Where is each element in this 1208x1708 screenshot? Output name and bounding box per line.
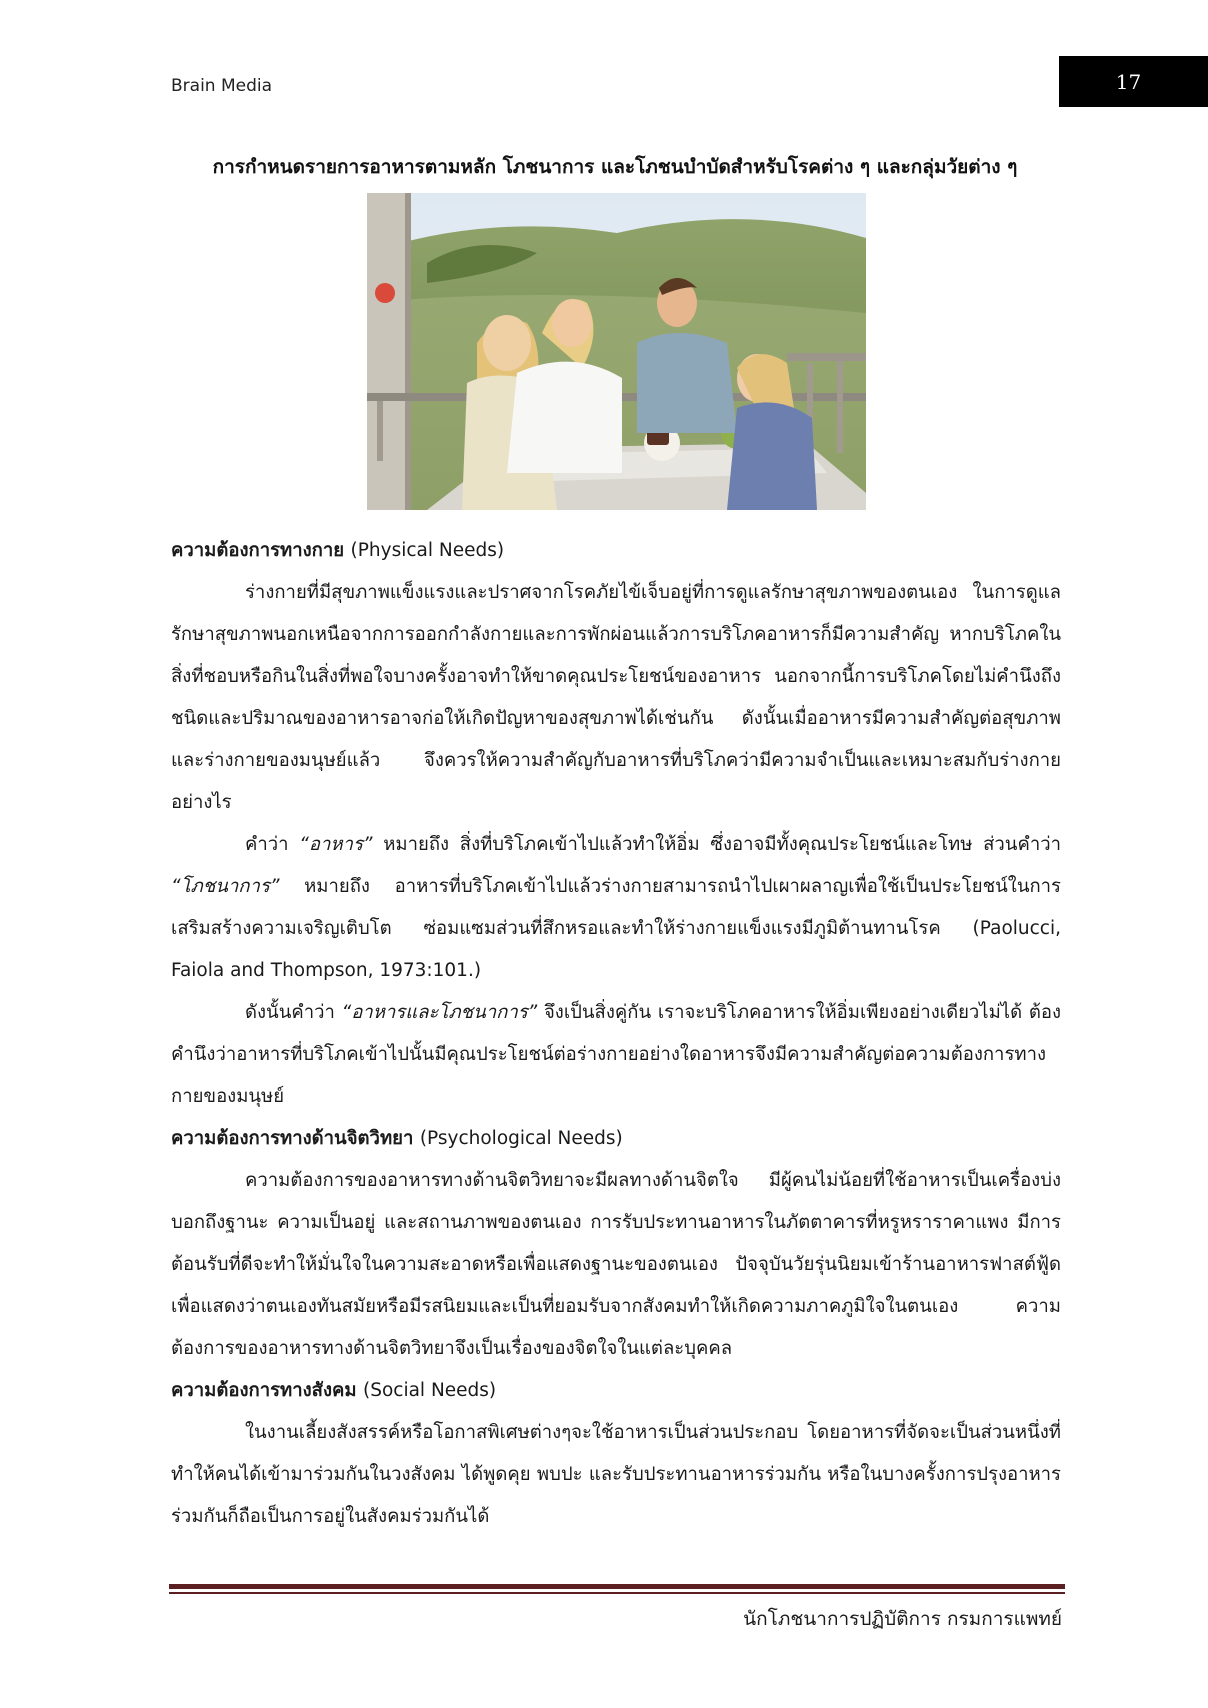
page-title: การกำหนดรายการอาหารตามหลัก โภชนาการ และโภชนบำบัดสำหรับโรคต่าง ๆ และกลุ่มวัยต่าง ๆ xyxy=(212,156,1018,178)
header-label: Brain Media xyxy=(171,76,273,96)
paragraph: ร่างกายที่มีสุขภาพแข็งแรงและปราศจากโรคภัยไข้เจ็บอยู่ที่การดูแลรักษาสุขภาพของตนเอง ในการดูแลรักษาสุขภาพนอกเหนือจากการออกกำลังกายและการพักผ่อนแล้วการบริโภคอาหารก็มีความสำคัญ หากบริโภคในสิ่งที่ชอบหรือกินในสิ่งที่พอใจบางครั้งอาจทำให้ขาดคุณประโยชน์ของอาหาร นอกจากนี้การบริโภคโดยไม่คำนึงถึงชนิดและปริมาณของอาหารอาจก่อให้เกิดปัญหาของสุขภาพได้เช่นกัน ดังนั้นเมื่ออาหารมีความสำคัญต่อสุขภาพและร่างกายของมนุษย์แล้ว จึงควรให้ความสำคัญกับอาหารที่บริโภคว่ามีความจำเป็นและเหมาะสมกับร่างกายอย่างไร xyxy=(171,582,1061,813)
paragraph: ในงานเลี้ยงสังสรรค์หรือโอกาสพิเศษต่างๆจะใช้อาหารเป็นส่วนประกอบ โดยอาหารที่จัดจะเป็นส่วนหนึ่งที่ทำให้คนได้เข้ามาร่วมกันในวงสังคม ได้พูดคุย พบปะ และรับประทานอาหารร่วมกัน หรือในบางครั้งการปรุงอาหารร่วมกันก็ถือเป็นการอยู่ในสังคมร่วมกันได้ xyxy=(171,1422,1061,1527)
paragraph: ความต้องการของอาหารทางด้านจิตวิทยาจะมีผลทางด้านจิตใจ มีผู้คนไม่น้อยที่ใช้อาหารเป็นเครื่องบ่งบอกถึงฐานะ ความเป็นอยู่ และสถานภาพของตนเอง การรับประทานอาหารในภัตตาคารที่หรูหราราคาแพง มีการต้อนรับที่ดีจะทำให้มั่นใจในความสะอาดหรือเพื่อแสดงฐานะของตนเอง ปัจจุบันวัยรุ่นนิยมเข้าร้านอาหารฟาสต์ฟู้ดเพื่อแสดงว่าตนเองทันสมัยหรือมีรสนิยมและเป็นที่ยอมรับจากสังคมทำให้เกิดความภาคภูมิใจในตนเอง ความต้องการของอาหารทางด้านจิตวิทยาจึงเป็นเรื่องของจิตใจในแต่ละบุคคล xyxy=(171,1170,1061,1359)
footer-divider xyxy=(169,1584,1065,1589)
body-text xyxy=(171,530,1061,1538)
family-meal-photo xyxy=(367,193,866,510)
footer-divider-thin xyxy=(169,1592,1065,1594)
section-heading-psychological: ความต้องการทางด้านจิตวิทยา (Psychological Needs) xyxy=(171,1128,623,1149)
paragraph: คำว่า “อาหาร” หมายถึง สิ่งที่บริโภคเข้าไปแล้วทำให้อิ่ม ซึ่งอาจมีทั้งคุณประโยชน์และโทษ ส่วนคำว่า “โภชนาการ” หมายถึง อาหารที่บริโภคเข้าไปแล้วร่างกายสามารถนำไปเผาผลาญเพื่อใช้เป็นประโยชน์ในการเสริมสร้างความเจริญเติบโต ซ่อมแซมส่วนที่สึกหรอและทำให้ร่างกายแข็งแรงมีภูมิต้านทานโรค (Paolucci, Faiola and Thompson, 1973:101.) xyxy=(171,834,1061,981)
page-number: 17 xyxy=(1059,56,1208,107)
section-heading-physical: ความต้องการทางกาย (Physical Needs) xyxy=(171,540,505,561)
footer-text: นักโภชนาการปฏิบัติการ กรมการแพทย์ xyxy=(743,1608,1062,1630)
section-heading-social: ความต้องการทางสังคม (Social Needs) xyxy=(171,1380,497,1401)
paragraph: ดังนั้นคำว่า “อาหารและโภชนาการ” จึงเป็นสิ่งคู่กัน เราจะบริโภคอาหารให้อิ่มเพียงอย่างเดียวไม่ได้ ต้องคำนึงว่าอาหารที่บริโภคเข้าไปนั้นมีคุณประโยชน์ต่อร่างกายอย่างใดอาหารจึงมีความสำคัญต่อความต้องการทางกายของมนุษย์ xyxy=(171,1002,1062,1107)
